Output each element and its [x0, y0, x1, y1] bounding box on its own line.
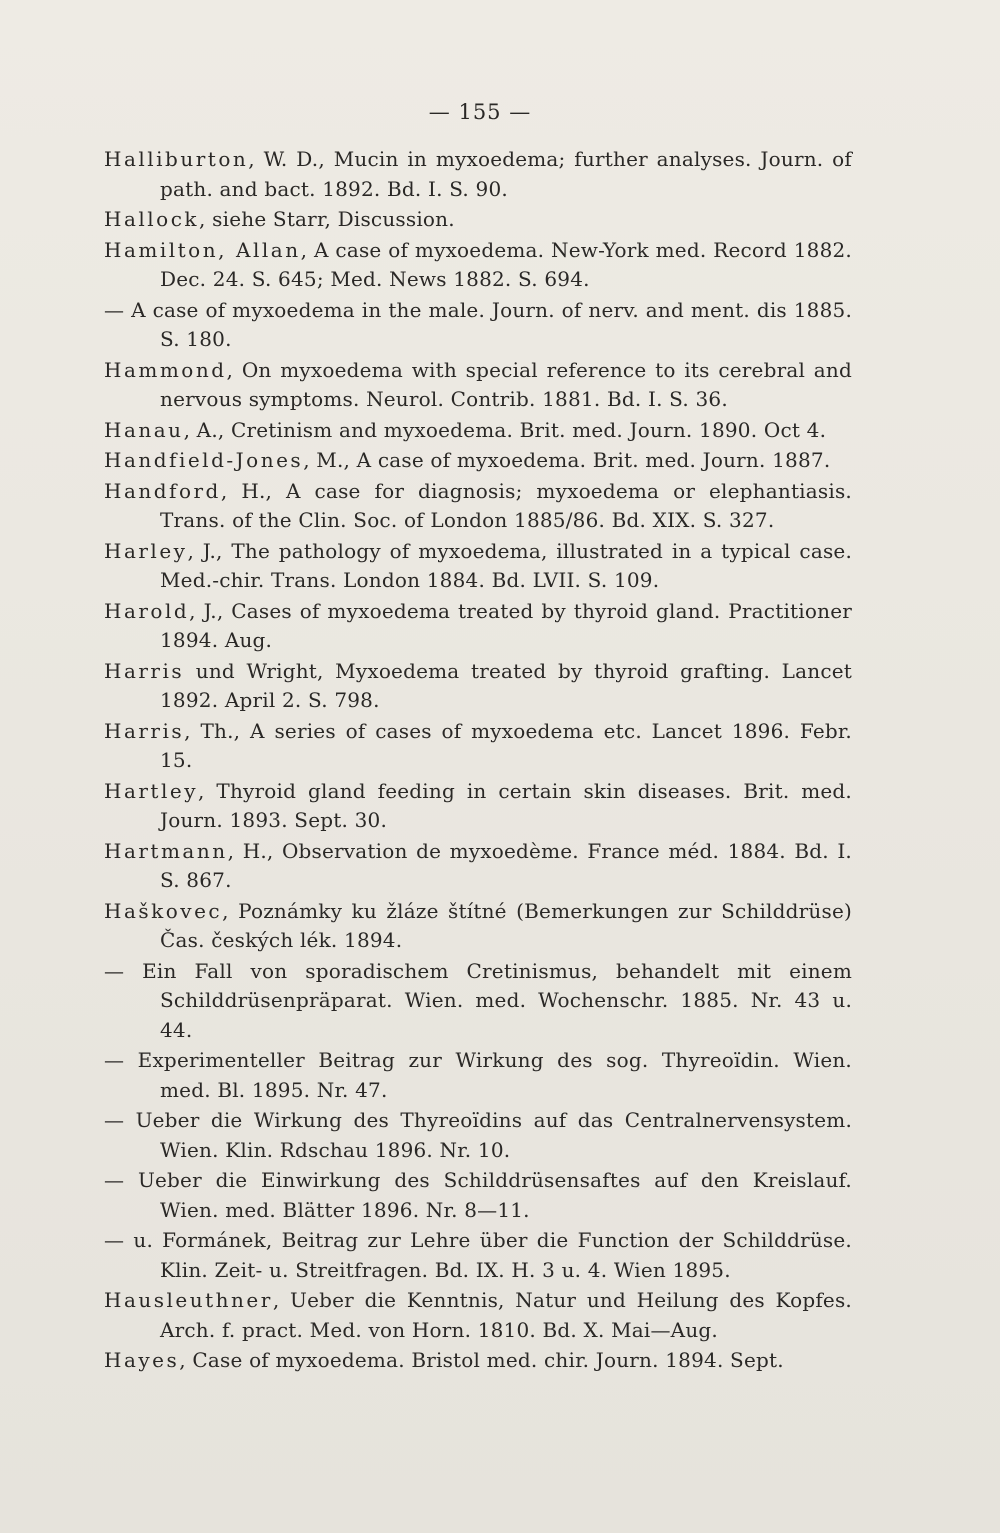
entry-text: — A case of myxoedema in the male. Journ. of nerv. and ment. dis 1885. S. 180. [104, 297, 852, 351]
entry-author: Haškovec [104, 898, 223, 923]
bibliography-entry [104, 777, 852, 836]
entry-text: , Thyroid gland feeding in certain skin diseases. Brit. med. Journ. 1893. Sept. 30. [160, 778, 852, 832]
bibliography-entry [104, 1106, 852, 1165]
entry-text: , H., Observation de myxoedème. France méd. 1884. Bd. I. S. 867. [160, 838, 852, 892]
entry-author: Harris [104, 658, 185, 683]
entry-author: Handfield-Jones [104, 448, 304, 472]
entry-text: und Wright, Myxoedema treated by thyroid grafting. Lancet 1892. April 2. S. 798. [160, 658, 852, 712]
entry-text: , W. D., Mucin in myxoedema; further analyses. Journ. of path. and bact. 1892. Bd. I. S. 90. [160, 147, 852, 201]
entry-author: Hanau [104, 417, 184, 442]
entry-author: Hallock [104, 207, 200, 231]
bibliography-entry [104, 446, 852, 476]
bibliography-entry [104, 1346, 852, 1376]
entry-text: — Ein Fall von sporadischem Cretinismus, behandelt mit einem Schilddrüsenpräparat. Wien. med. Wochenschr. 1885. Nr. 43 u. 44. [104, 958, 852, 1042]
entry-text: , A case of myxoedema. New-York med. Record 1882. Dec. 24. S. 645; Med. News 1882. S. 694. [160, 237, 852, 291]
entry-text: — Experimenteller Beitrag zur Wirkung des sog. Thyreoïdin. Wien. med. Bl. 1895. Nr. 47. [104, 1048, 852, 1102]
entry-text: , A., Cretinism and myxoedema. Brit. med. Journ. 1890. Oct 4. [183, 417, 827, 442]
entry-text: , J., Cases of myxoedema treated by thyroid gland. Practitioner 1894. Aug. [160, 598, 852, 652]
bibliography-entry [104, 657, 852, 716]
bibliography-entry [104, 145, 852, 204]
bibliography-entry [104, 356, 852, 415]
bibliography-entry [104, 1166, 852, 1225]
entry-author: Hayes [104, 1348, 180, 1372]
bibliography-entry [104, 597, 852, 656]
bibliography-entry [104, 537, 852, 596]
entry-text: , On myxoedema with special reference to its cerebral and nervous symptoms. Neurol. Contrib. 1881. Bd. I. S. 36. [160, 357, 852, 411]
entry-author: Harold [104, 598, 190, 623]
entry-text: — u. Formánek, Beitrag zur Lehre über die Function der Schilddrüse. Klin. Zeit- u. Streitfragen. Bd. IX. H. 3 u. 4. Wien 1895. [104, 1228, 852, 1282]
entry-text: , J., The pathology of myxoedema, illustrated in a typical case. Med.-chir. Trans. London 1884. Bd. LVII. S. 109. [160, 538, 852, 592]
bibliography-entry [104, 1226, 852, 1285]
entry-author: Hamilton, Allan [104, 237, 301, 262]
entry-author: Halliburton [104, 147, 249, 171]
bibliography-entry [104, 1286, 852, 1345]
entry-text: , siehe Starr, Discussion. [199, 207, 455, 231]
entry-text: , H., A case for diagnosis; myxoedema or elephantiasis. Trans. of the Clin. Soc. of London 1885/86. Bd. XIX. S. 327. [160, 478, 852, 532]
entry-text: — Ueber die Wirkung des Thyreoïdins auf das Centralnervensystem. Wien. Klin. Rdschau 1896. Nr. 10. [104, 1108, 852, 1162]
entry-author: Harley [104, 538, 188, 563]
bibliography-entry [104, 897, 852, 956]
bibliography-entry [104, 1046, 852, 1105]
entry-author: Harris [104, 718, 185, 743]
entry-text: , Case of myxoedema. Bristol med. chir. Journ. 1894. Sept. [179, 1348, 784, 1372]
bibliography-entry [104, 416, 852, 446]
entry-text: , Poznámky ku žláze štítné (Bemerkungen zur Schilddrüse) Čas. českých lék. 1894. [160, 898, 852, 952]
page-number: — 155 — [428, 100, 532, 124]
bibliography-list [104, 145, 852, 1377]
bibliography-entry [104, 477, 852, 536]
entry-author: Hartmann [104, 838, 228, 863]
entry-text: , Th., A series of cases of myxoedema etc. Lancet 1896. Febr. 15. [160, 718, 852, 772]
entry-author: Handford [104, 478, 221, 503]
bibliography-entry [104, 717, 852, 776]
bibliography-entry [104, 957, 852, 1046]
entry-text: , Ueber die Kenntnis, Natur und Heilung des Kopfes. Arch. f. pract. Med. von Horn. 1810. Bd. X. Mai—Aug. [160, 1288, 852, 1342]
entry-text: — Ueber die Einwirkung des Schilddrüsensaftes auf den Kreislauf. Wien. med. Blätter 1896. Nr. 8—11. [104, 1168, 852, 1222]
bibliography-entry [104, 236, 852, 295]
entry-author: Hammond [104, 357, 227, 382]
entry-text: , M., A case of myxoedema. Brit. med. Journ. 1887. [303, 448, 831, 472]
entry-author: Hartley [104, 778, 198, 803]
bibliography-entry [104, 205, 852, 235]
bibliography-entry [104, 837, 852, 896]
bibliography-entry [104, 296, 852, 355]
entry-author: Hausleuthner [104, 1288, 273, 1312]
